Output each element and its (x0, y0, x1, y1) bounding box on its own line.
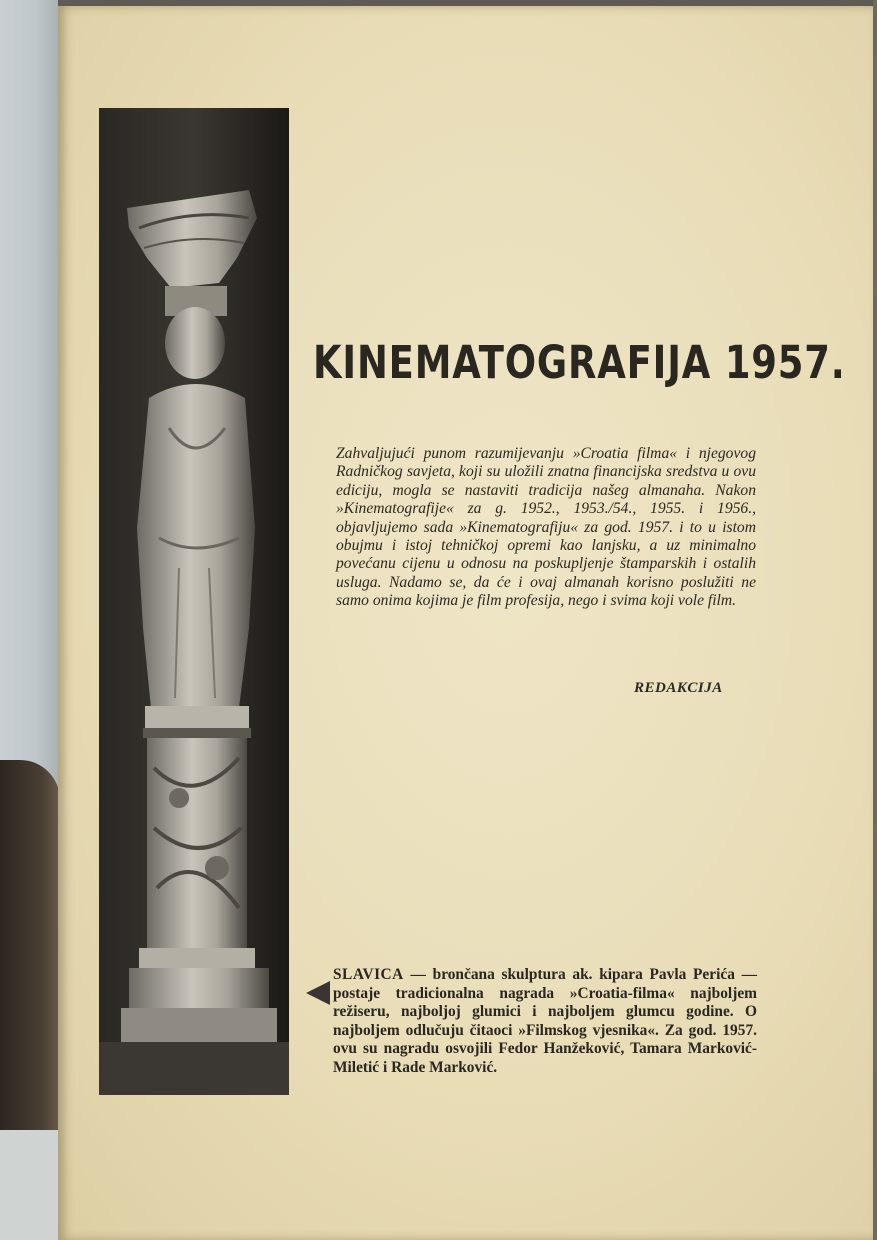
book-binding-shadow (0, 760, 60, 1130)
page-title: KINEMATOGRAFIJA 1957. (313, 336, 846, 389)
slavica-sculpture-image (99, 108, 289, 1095)
sculpture-photo (99, 108, 289, 1095)
photo-caption (333, 966, 757, 1078)
editorial-signature: REDAKCIJA (634, 680, 723, 696)
caption-text: — brončana skulptura ak. kipara Pavla Perića — postaje tradicionalna nagrada »Croatia-filma« najboljem režiseru, najboljoj glumici i najboljem glumcu godine. O najboljem odlučuju čitaoci »Filmskog vjesnika«. Za god. 1957. ovu su nagradu osvojili Fedor Hanžeković, Tamara Marković-Miletić i Rade Marković. (333, 966, 757, 1076)
editorial-intro (336, 445, 756, 611)
intro-paragraph: Zahvaljujući punom razumijevanju »Croatia filma« i njegovog Radničkog savjeta, koji su uložili znatna financijska sredstva u ovu ediciju, mogla se nastaviti tradicija našeg almanaha. Nakon »Kinematografije« za g. 1952., 1953./54., 1955. i 1956., objavljujemo sada »Kinematografiju« za god. 1957. i to u istom obujmu i istoj tehničkoj opremi kao lanjsku, a uz minimalno povećanu cijenu u odnosu na poskupljenje štamparskih i ostalih usluga. Nadamo se, da će i ovaj almanah korisno poslužiti ne samo onima kojima je film profesija, nego i svima koji vole film. (336, 445, 756, 610)
caption-arrow-icon (306, 981, 330, 1005)
caption-lead: SLAVICA (333, 966, 404, 983)
scanner-edge-bottom (0, 1130, 60, 1240)
